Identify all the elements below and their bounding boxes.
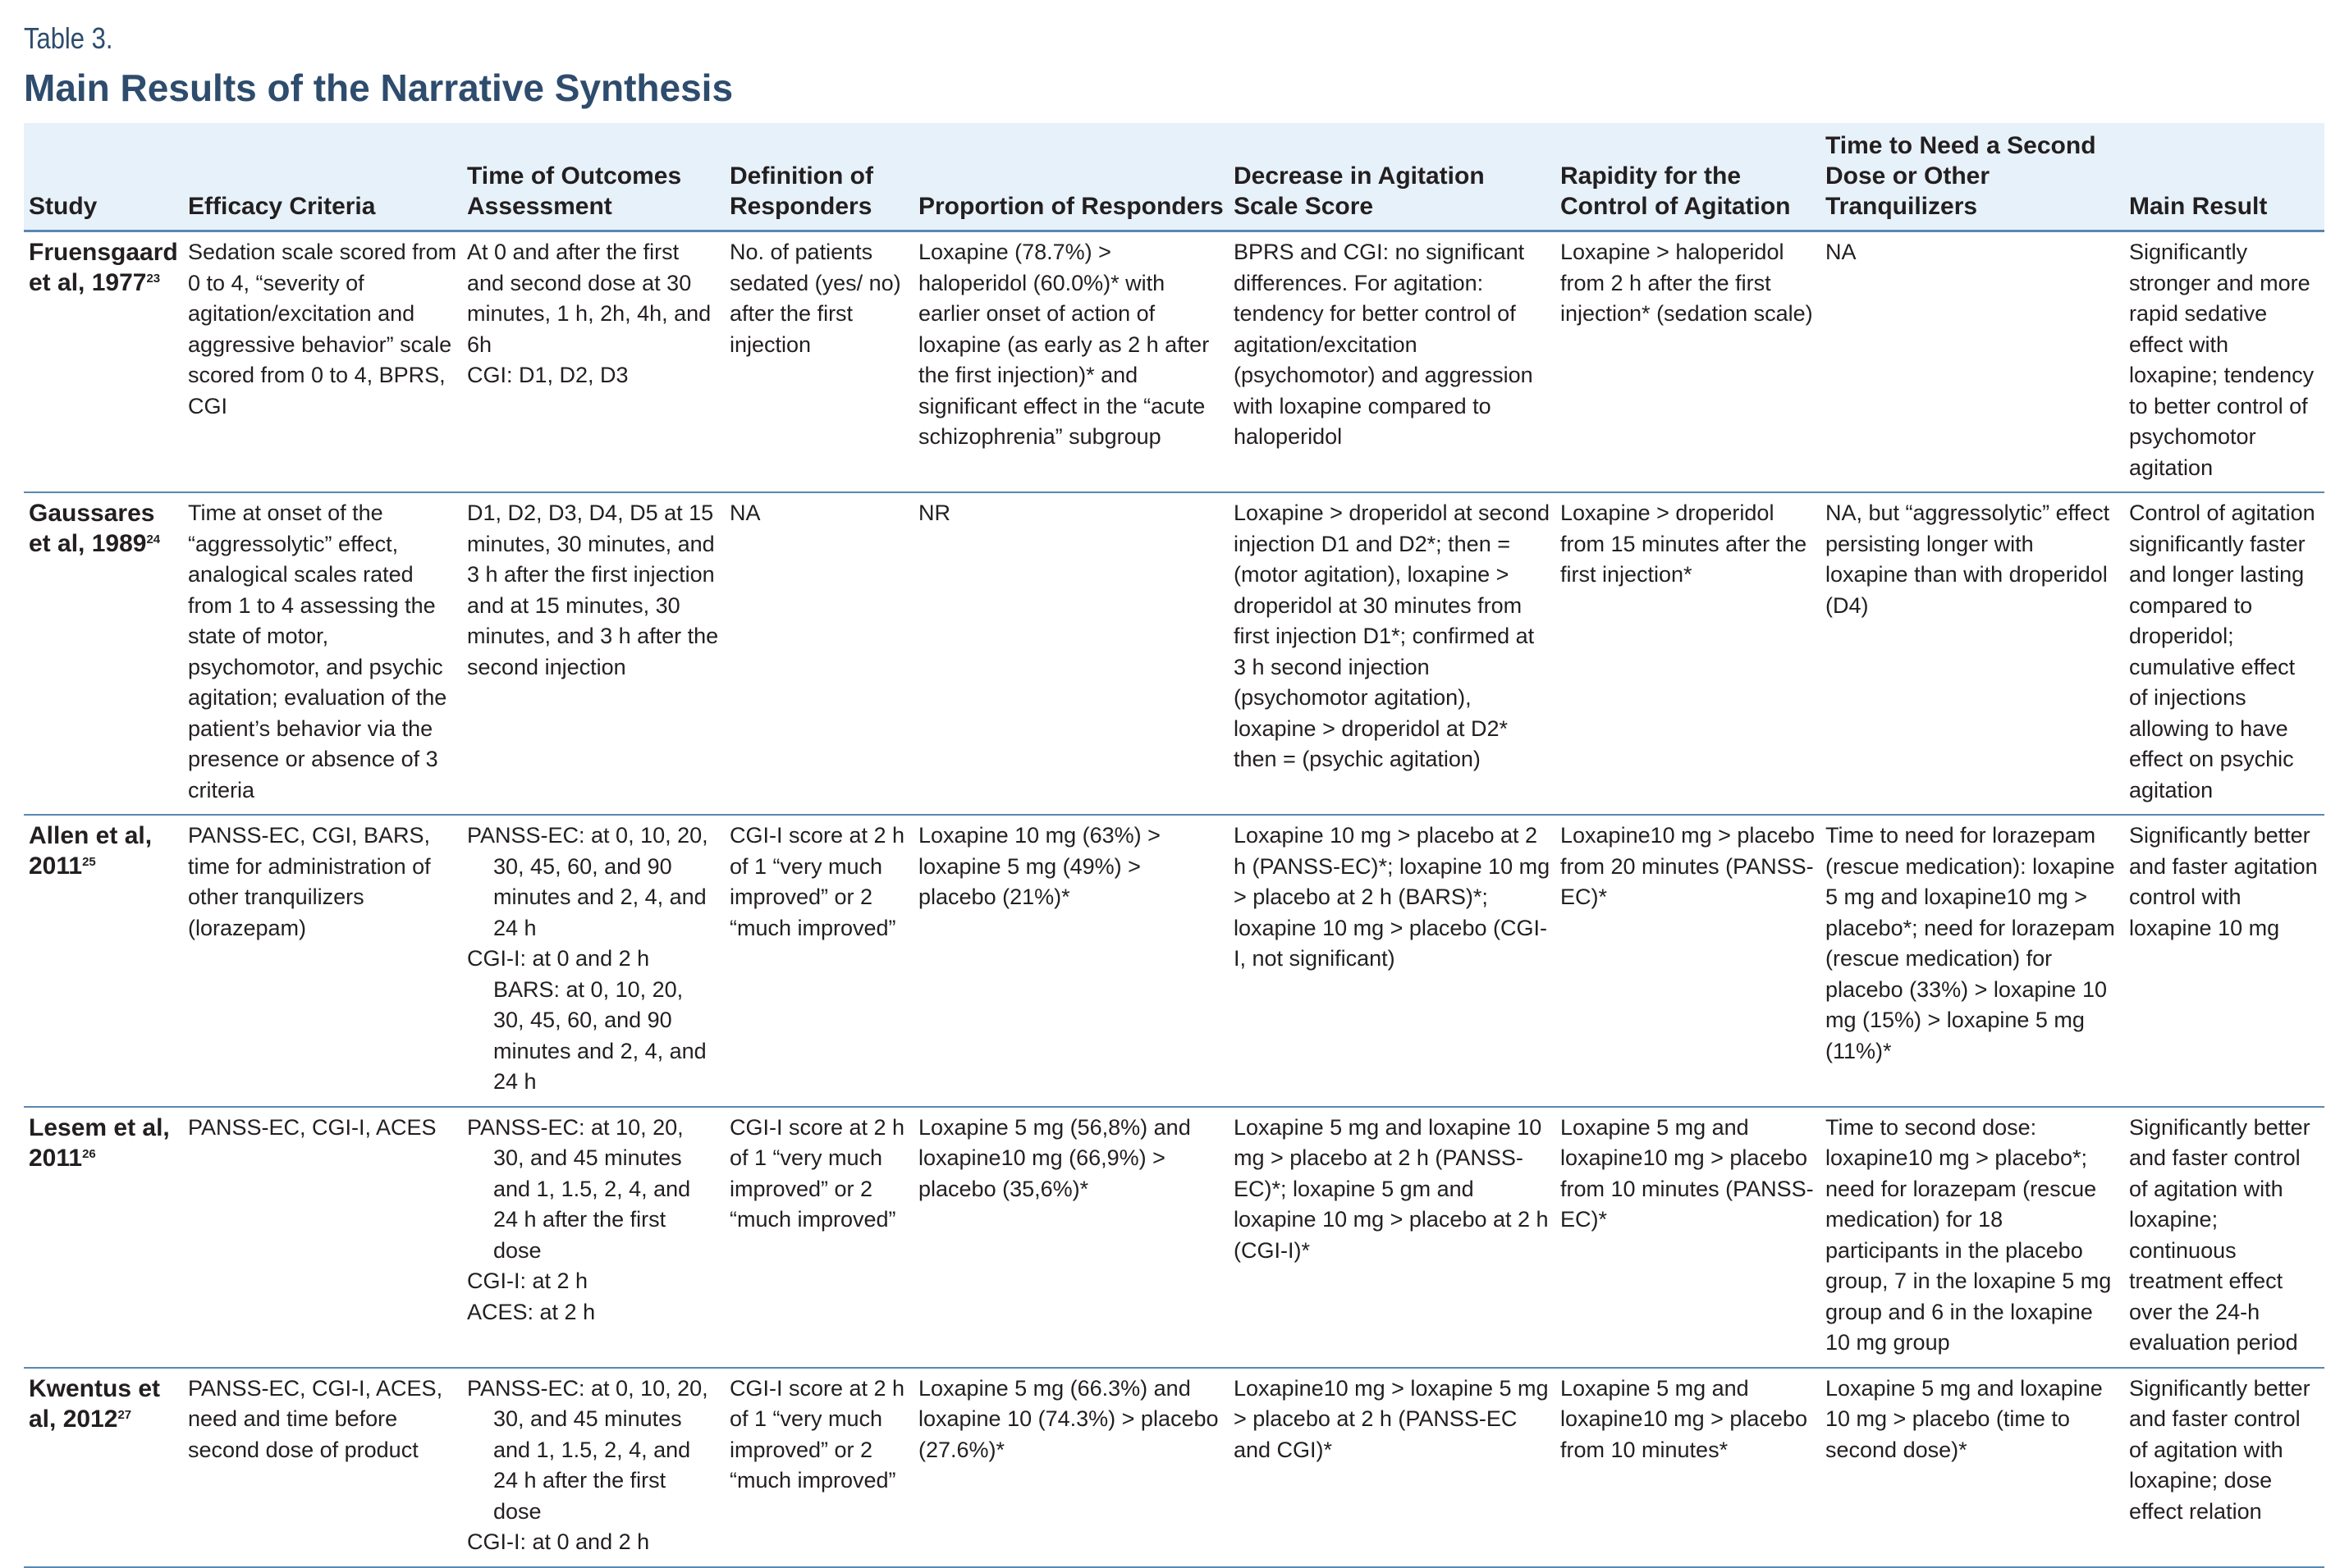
timing-line: CGI: D1, D2, D3 [467,363,629,387]
timing-line: PANSS-EC: at 0, 10, 20, 30, and 45 minutes and 1, 1.5, 2, 4, and 24 h after the first dose [467,1375,708,1524]
rapidity-cell: Loxapine > droperidol from 15 minutes after the first injection* [1555,492,1820,815]
column-header: Study [24,123,183,231]
timing-cell [462,492,725,815]
definition-cell: CGI-I score at 2 h of 1 “very much improved” or 2 “much improved” [725,1368,914,1567]
second-dose-cell: Time to second dose: loxapine10 mg > placebo*; need for lorazepam (rescue medication) for 18 participants in the placebo group, 7 in the loxapine 5 mg group and 6 in the loxapine 10 mg group [1820,1107,2124,1368]
column-header: Main Result [2124,123,2324,231]
second-dose-cell: NA, but “aggressolytic” effect persisting longer with loxapine than with droperidol (D4) [1820,492,2124,815]
main-result-cell: Significantly stronger and more rapid sedative effect with loxapine; tendency to better control of psychomotor agitation [2124,231,2324,493]
study-name: Fruensgaard et al, 1977 [29,239,178,296]
rapidity-cell: Loxapine > haloperidol from 2 h after the first injection* (sedation scale) [1555,231,1820,493]
table-row [24,492,2324,815]
table-row [24,1107,2324,1368]
definition-cell: No. of patients sedated (yes/ no) after the first injection [725,231,914,493]
study-cell [24,1368,183,1567]
study-cell [24,231,183,493]
timing-cell [462,1368,725,1567]
efficacy-cell: PANSS-EC, CGI-I, ACES [183,1107,462,1368]
study-cell [24,492,183,815]
timing-line: BARS: at 0, 10, 20, 30, 45, 60, and 90 minutes and 2, 4, and 24 h [493,976,707,1094]
rapidity-cell: Loxapine10 mg > placebo from 20 minutes (PANSS-EC)* [1555,815,1820,1107]
proportion-cell: Loxapine 5 mg (66.3%) and loxapine 10 (74.3%) > placebo (27.6%)* [914,1368,1229,1567]
main-result-cell: Control of agitation significantly faster and longer lasting compared to droperidol; cumulative effect of injections allowing to have effect on psychic agitation [2124,492,2324,815]
timing-line: CGI-I: at 2 h [467,1269,588,1293]
efficacy-cell: PANSS-EC, CGI-I, ACES, need and time before second dose of product [183,1368,462,1567]
timing-cell [462,815,725,1107]
main-result-cell: Significantly better and faster agitation control with loxapine 10 mg [2124,815,2324,1107]
reference-number: 26 [82,1146,96,1161]
decrease-cell: Loxapine10 mg > loxapine 5 mg > placebo at 2 h (PANSS-EC and CGI)* [1229,1368,1555,1567]
decrease-cell: Loxapine 5 mg and loxapine 10 mg > placebo at 2 h (PANSS-EC)*; loxapine 5 gm and loxapine 10 mg > placebo at 2 h (CGI-I)* [1229,1107,1555,1368]
reference-number: 25 [82,855,96,869]
timing-line: At 0 and after the first and second dose at 30 minutes, 1 h, 2h, 4h, and 6h [467,240,712,357]
proportion-cell: Loxapine 10 mg (63%) > loxapine 5 mg (49%) > placebo (21%)* [914,815,1229,1107]
timing-cell [462,231,725,493]
second-dose-cell: NA [1820,231,2124,493]
study-cell [24,1107,183,1368]
decrease-cell: Loxapine > droperidol at second injection D1 and D2*; then = (motor agitation), loxapine > droperidol at 30 minutes from first injection D1*; confirmed at 3 h second injection (psychomotor agitation), loxapine > droperidol at D2* then = (psychic agitation) [1229,492,1555,815]
timing-line: CGI-I: at 0 and 2 h [467,1529,650,1554]
reference-number: 23 [146,272,161,286]
main-result-cell: Significantly better and faster control of agitation with loxapine; continuous treatment effect over the 24-h evaluation period [2124,1107,2324,1368]
efficacy-cell: Time at onset of the “aggressolytic” effect, analogical scales rated from 1 to 4 assessing the state of motor, psychomotor, and psychic agitation; evaluation of the patient’s behavior via the presence or absence of 3 criteria [183,492,462,815]
column-header: Time to Need a Second Dose or Other Tranquilizers [1820,123,2124,231]
column-header: Time of Outcomes Assessment [462,123,725,231]
proportion-cell: NR [914,492,1229,815]
proportion-cell: Loxapine 5 mg (56,8%) and loxapine10 mg (66,9%) > placebo (35,6%)* [914,1107,1229,1368]
timing-line: PANSS-EC: at 0, 10, 20, 30, 45, 60, and 90 minutes and 2, 4, and 24 h [467,823,708,940]
reference-number: 27 [117,1407,132,1422]
timing-cell [462,1107,725,1368]
table-row [24,231,2324,493]
study-name: Gaussares et al, 1989 [29,500,155,557]
timing-line: CGI-I: at 0 and 2 h [467,946,650,971]
timing-line: D1, D2, D3, D4, D5 at 15 minutes, 30 minutes, and 3 h after the first injection and at 15 minutes, 30 minutes, and 3 h after the second injection [467,501,719,679]
study-name: Lesem et al, 2011 [29,1113,170,1172]
column-header: Proportion of Responders [914,123,1229,231]
definition-cell: CGI-I score at 2 h of 1 “very much improved” or 2 “much improved” [725,1107,914,1368]
main-result-cell: Significantly better and faster control of agitation with loxapine; dose effect relation [2124,1368,2324,1567]
second-dose-cell: Loxapine 5 mg and loxapine 10 mg > placebo (time to second dose)* [1820,1368,2124,1567]
column-header: Efficacy Criteria [183,123,462,231]
study-name: Allen et al, 2011 [29,822,153,880]
proportion-cell: Loxapine (78.7%) > haloperidol (60.0%)* with earlier onset of action of loxapine (as early as 2 h after the first injection)* and significant effect in the “acute schizophrenia” subgroup [914,231,1229,493]
column-header: Decrease in Agitation Scale Score [1229,123,1555,231]
second-dose-cell: Time to need for lorazepam (rescue medication): loxapine 5 mg and loxapine10 mg > placebo*; need for lorazepam (rescue medication) for placebo (33%) > loxapine 10 mg (15%) > loxapine 5 mg (11%)* [1820,815,2124,1107]
definition-cell: CGI-I score at 2 h of 1 “very much improved” or 2 “much improved” [725,815,914,1107]
header-row [24,123,2324,231]
column-header: Definition of Responders [725,123,914,231]
table-title: Main Results of the Narrative Synthesis [24,66,734,109]
column-header: Rapidity for the Control of Agitation [1555,123,1820,231]
timing-line: ACES: at 2 h [467,1299,596,1324]
efficacy-cell: Sedation scale scored from 0 to 4, “severity of agitation/excitation and aggressive behavior” scale scored from 0 to 4, BPRS, CGI [183,231,462,493]
study-name: Kwentus et al, 2012 [29,1374,161,1433]
rapidity-cell: Loxapine 5 mg and loxapine10 mg > placebo from 10 minutes (PANSS-EC)* [1555,1107,1820,1368]
table-label: Table 3. [24,21,113,55]
decrease-cell: BPRS and CGI: no significant differences. For agitation: tendency for better control of agitation/excitation (psychomotor) and aggression with loxapine compared to haloperidol [1229,231,1555,493]
decrease-cell: Loxapine 10 mg > placebo at 2 h (PANSS-EC)*; loxapine 10 mg > placebo at 2 h (BARS)*; loxapine 10 mg > placebo (CGI-I, not significant) [1229,815,1555,1107]
table-row [24,1368,2324,1567]
efficacy-cell: PANSS-EC, CGI, BARS, time for administration of other tranquilizers (lorazepam) [183,815,462,1107]
study-cell [24,815,183,1107]
table-row [24,815,2324,1107]
rapidity-cell: Loxapine 5 mg and loxapine10 mg > placebo from 10 minutes* [1555,1368,1820,1567]
reference-number: 24 [146,533,161,546]
definition-cell: NA [725,492,914,815]
results-table [24,123,2324,1568]
timing-line: PANSS-EC: at 10, 20, 30, and 45 minutes and 1, 1.5, 2, 4, and 24 h after the first dose [467,1114,691,1263]
